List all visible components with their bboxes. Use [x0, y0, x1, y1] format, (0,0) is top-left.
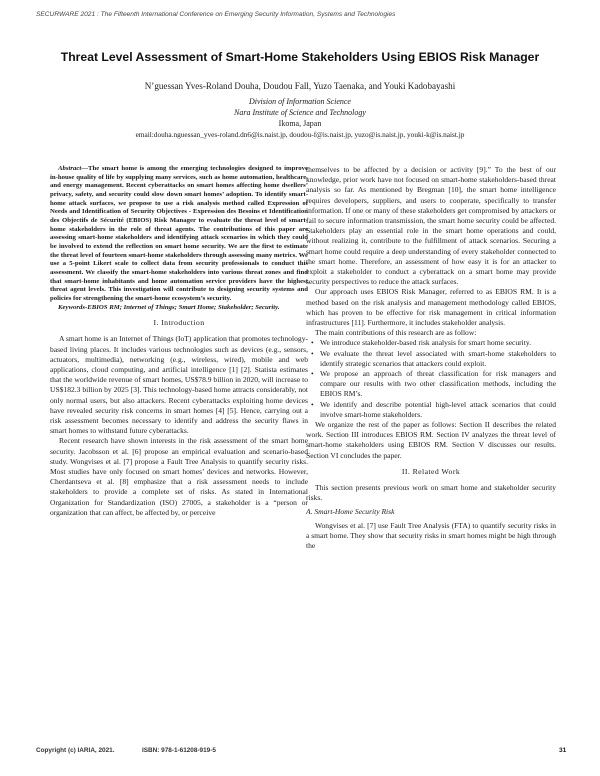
section-heading-introduction: I. Introduction	[153, 318, 205, 328]
intro-paragraph-1: A smart home is an Internet of Things (IoT) application that promotes technology-based living places. It includes various technologies such as devices (e.g., sensors, actuators, multimedia), networking (e.g., wireless, wired), mobile and web applications, cloud computing, and artificial intelligence [1] [2]. Statista estimates that the worldwide revenue of smart homes, US$78.9 billion in 2020, will increase to US$182.3 billion by 2025 [3]. This technology-based home attracts considerably, not only normal users, but also attackers. Recent cyberattacks exploiting home devices have revealed security risk concerns in smart homes [4] [5]. Hence, carrying out a risk assessment becomes necessary to identify and address the security flaws in smart homes to withstand future cyberattacks.	[50, 334, 308, 436]
subsection-heading-smart-home-risk: A. Smart-Home Security Risk	[306, 506, 395, 516]
smart-home-risk-paragraph: Wongvises et al. [7] use Fault Tree Analysis (FTA) to quantify security risks in a smart home. They show that security risks in smart homes might be high through the	[306, 520, 556, 551]
affiliation-location: Ikoma, Japan	[278, 119, 322, 128]
contribution-item: • We evaluate the threat level associated with smart-home stakeholders to identify strategic scenarios that attackers could exploit.	[320, 349, 556, 369]
right-column	[306, 165, 556, 551]
footer-copyright: Copyright (c) IARIA, 2021.	[36, 747, 115, 754]
left-column	[50, 165, 308, 518]
keywords: Keywords-EBIOS RM; Internet of Things; Smart Home; Stakeholder; Security.	[58, 303, 280, 311]
author-list: N’guessan Yves-Roland Douha, Doudou Fall, Yuzo Taenaka, and Youki Kadobayashi	[144, 81, 456, 91]
paper-title: Threat Level Assessment of Smart-Home Stakeholders Using EBIOS Risk Manager	[60, 50, 540, 64]
abstract-label: Abstract	[58, 165, 82, 172]
section-heading-related-work: II. Related Work	[401, 466, 461, 476]
abstract-text: —The smart home is among the emerging technologies designed to improve in-house quality of life by supplying many services, such as home automation, healthcare, and energy management. Recent cyberattacks on smart homes affecting home dwellers’ privacy, safety, and security could slow down smart homes’ adoption. To identify smart-home attack surfaces, we propose to use a risk analysis method called Expression of Needs and Identification of Security Objectives - Expression des Besoins et Identification des Objectifs de Sécurité (EBIOS) Risk Manager to evaluate the threat level of smart-home stakeholders in the role of threat agents. The contributions of this paper are assessing smart-home stakeholders and identifying attack scenarios in which they could be involved to extend the reflection on smart home security. We are the first to estimate the threat level of fourteen smart-home stakeholders through assessing many metrics. We use a 5-point Likert scale to collect data from security professionals to conduct this assessment. We classify the smart-home stakeholders into various threat zones and find that smart-home inhabitants and home automation service providers have the highest threat agent levels. This investigation will contribute to designing security systems and policies for strengthening the smart-home ecosystem’s security.	[50, 165, 308, 302]
organization-paragraph: We organize the rest of the paper as follows: Section II describes the related work. Section III introduces EBIOS RM. Section IV analyzes the threat level of smart-home stakeholders using EBIOS RM. Section V discusses our results. Section VI concludes the paper.	[306, 420, 556, 460]
related-work-paragraph: This section presents previous work on smart home and stakeholder security risks.	[306, 483, 556, 503]
affiliation-division: Division of Information Science	[249, 97, 351, 106]
affiliation-institute: Nara Institute of Science and Technology	[234, 108, 366, 117]
intro-paragraph-4: Our approach uses EBIOS Risk Manager, referred to as EBIOS RM. It is a method based on the risk analysis and management methodology called EBIOS, which has proven to be effective for risk management in critical information infrastructures [11]. Furthermore, it includes stakeholder analysis.	[306, 287, 556, 328]
intro-paragraph-3: themselves to be affected by a decision or activity [9].” To the best of our knowledge, prior work have not focused on smart-home stakeholders-based threat analysis so far. As mentioned by Bregman [10], the smart home intelligence requires developers, suppliers, and users to cooperate, specifically to transfer information. If one or many of these stakeholders get compromised by attackers or fail to secure information transmission, the smart home security could be affected. Stakeholders play an essential role in the smart home operations and could, without realizing it, contribute to the fulfillment of attack scenarios. Securing a smart home could require a deep understanding of every stakeholder connected to the smart home. Therefore, an assessment of how easy it is for an attacker to exploit a stakeholder to conduct a cyberattack on a smart home may provide security perspectives to reduce the attack surfaces.	[306, 165, 556, 287]
author-emails: email:douha.nguessan_yves-roland.dn6@is.naist.jp, doudou-f@is.naist.jp, yuzo@is.naist.jp, youki-k@is.naist.jp	[135, 130, 465, 139]
footer-isbn: ISBN: 978-1-61208-919-5	[142, 747, 216, 754]
contribution-item: • We propose an approach of threat classification for risk managers and compare our results with two other classification methods, including the EBIOS RM’s.	[320, 369, 556, 400]
contributions-list	[306, 338, 556, 420]
contribution-item: • We introduce stakeholder-based risk analysis for smart home security.	[320, 338, 556, 348]
contributions-intro: The main contributions of this research are as follow:	[315, 328, 477, 338]
contribution-item: • We identify and describe potential high-level attack scenarios that could involve smart-home stakeholders.	[320, 400, 556, 420]
abstract	[50, 165, 308, 304]
page-number: 31	[559, 747, 567, 754]
running-header: SECURWARE 2021 : The Fifteenth International Conference on Emerging Security Information, Systems and Technologies	[36, 11, 396, 18]
intro-paragraph-2: Recent research have shown interests in the risk assessment of the smart home security. Jacobsson et al. [6] propose an empirical evaluation and scenario-based study. Wongvises et al. [7] propose a Fault Tree Analysis to quantify security risks. Most studies have only focused on smart homes’ devices and networks. However, Cherdantseva et al. [8] emphasize that a risk assessment needs to include stakeholders to provide a complete set of risks. As stated in International Organization for Standardization (ISO) 27005, a stakeholder is a “person or organization that can affect, be affected by, or perceive	[50, 436, 308, 517]
